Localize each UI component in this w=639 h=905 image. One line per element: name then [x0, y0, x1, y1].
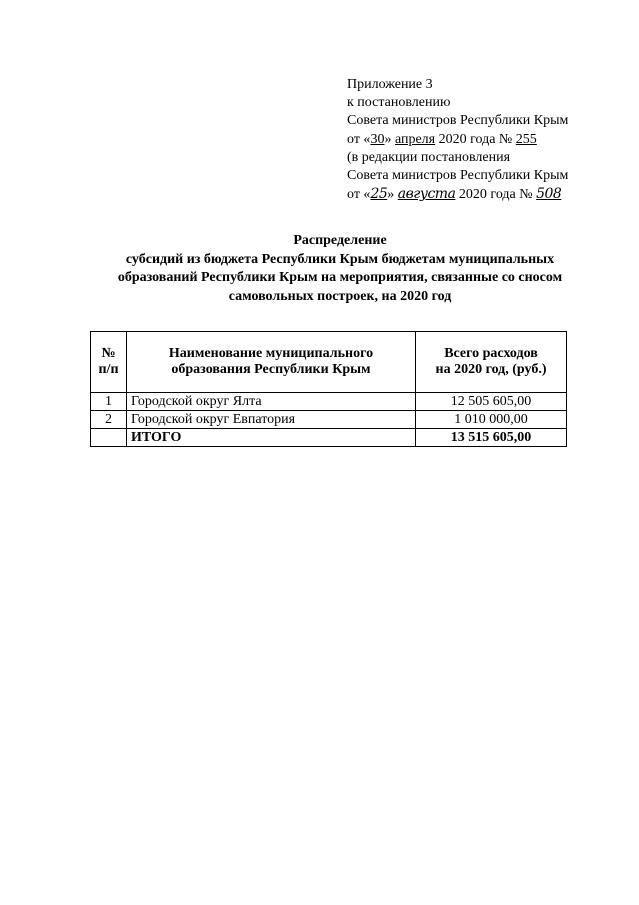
row-name: Городской округ Евпатория	[127, 411, 416, 429]
header-number: № п/п	[91, 332, 127, 393]
row-sum: 12 505 605,00	[416, 393, 567, 411]
appendix-revision-note: (в редакции постановления	[347, 149, 511, 165]
revision-day-handwritten: 25	[370, 186, 388, 203]
row-name: Городской округ Ялта	[127, 393, 416, 411]
total-sum: 13 515 605,00	[416, 429, 567, 447]
header-name: Наименование муниципального образования Республики Крым	[127, 332, 416, 393]
appendix-reference: к постановлению	[347, 95, 451, 111]
appendix-authority: Совета министров Республики Крым	[347, 113, 569, 129]
table-row	[91, 393, 567, 411]
table-header-row	[91, 332, 567, 393]
header-sum: Всего расходов на 2020 год, (руб.)	[416, 332, 567, 393]
appendix-revision-authority: Совета министров Республики Крым	[347, 168, 569, 184]
table-row	[91, 411, 567, 429]
table-total-row	[91, 429, 567, 447]
subsidy-table	[90, 331, 567, 447]
row-number: 1	[91, 393, 127, 411]
appendix-header	[347, 76, 568, 204]
title-line-2: субсидий из бюджета Республики Крым бюджетам муниципальных	[125, 251, 555, 267]
original-number: 255	[515, 131, 537, 147]
appendix-original-date: от «30» апреля 2020 года № 255	[347, 131, 537, 147]
total-number	[91, 429, 127, 447]
row-number: 2	[91, 411, 127, 429]
revision-month-handwritten: августа	[397, 186, 456, 203]
original-month: апреля	[394, 131, 436, 147]
document-title	[60, 232, 620, 306]
row-sum: 1 010 000,00	[416, 411, 567, 429]
appendix-title: Приложение 3	[347, 77, 433, 92]
title-line-4: самовольных построек, на 2020 год	[228, 288, 452, 304]
original-day: 30	[370, 131, 385, 147]
title-line-3: образований Республики Крым на мероприятия, связанные со сносом	[117, 270, 563, 285]
revision-number-handwritten: 508	[536, 186, 562, 203]
title-heading: Распределение	[293, 233, 387, 248]
appendix-revision-date: от «25» августа 2020 года № 508	[347, 186, 562, 203]
total-label: ИТОГО	[127, 429, 416, 447]
